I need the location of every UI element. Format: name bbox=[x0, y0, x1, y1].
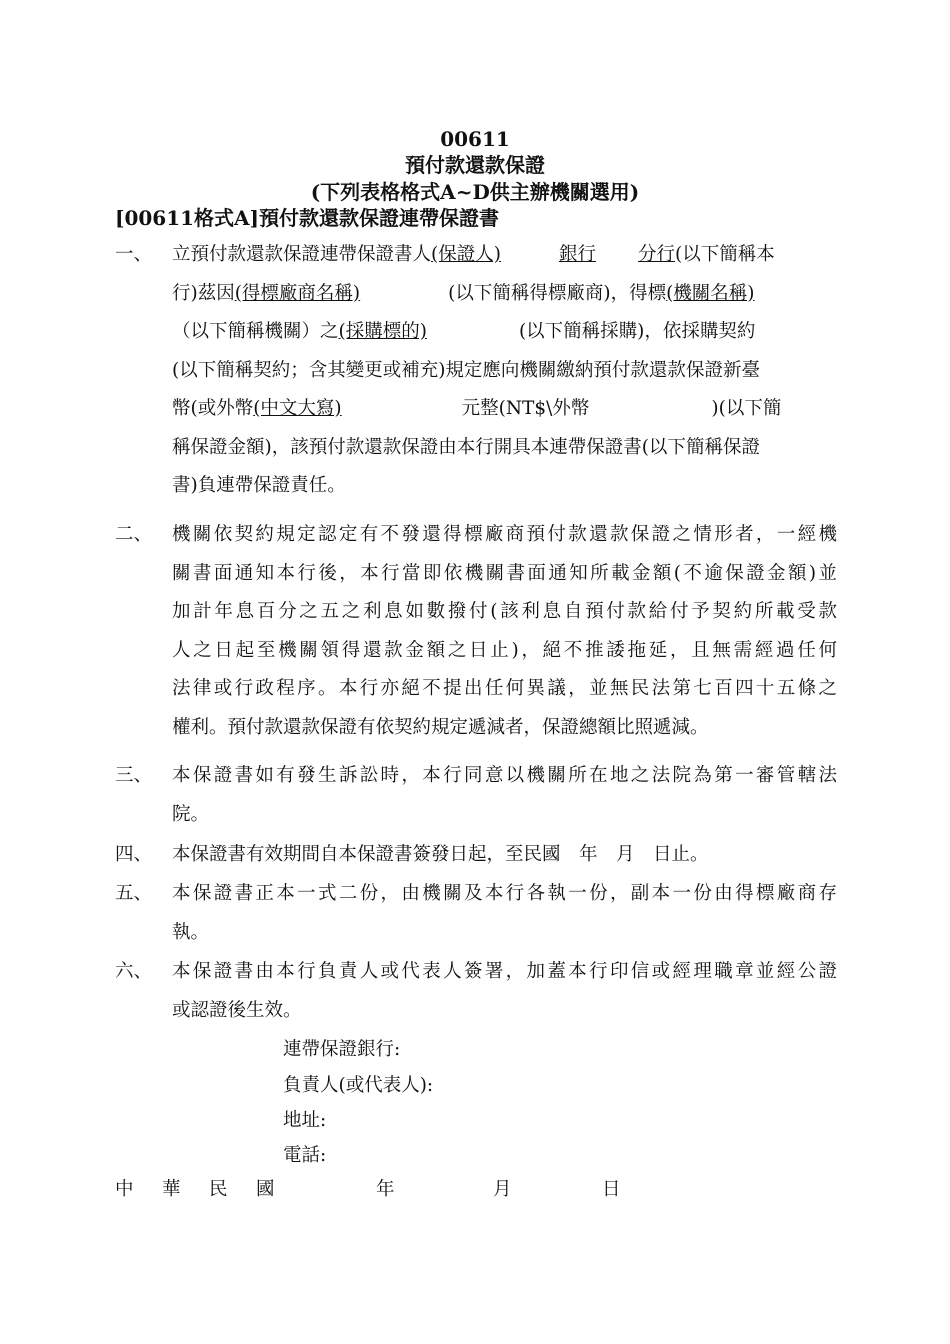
document-title: 預付款還款保證 bbox=[405, 153, 545, 177]
clause-line: 本保證書由本行負責人或代表人簽署，加蓋本行印信或經理職章並經公證 bbox=[172, 961, 837, 982]
contractor-field bbox=[235, 283, 438, 304]
date-line-char: 民 bbox=[209, 1179, 228, 1200]
clause-line: (以下簡稱契約；含其變更或補充)規定應向機關繳納預付款還款保證新臺 bbox=[172, 359, 760, 381]
date-month-label: 月 bbox=[493, 1179, 512, 1200]
text-run: （以下簡稱機關）之 bbox=[172, 321, 339, 342]
text-run: 立預付款還款保證連帶保證書人 bbox=[172, 244, 432, 265]
clause-line: 院。 bbox=[172, 803, 210, 825]
clause-line: 權利。預付款還款保證有依契約規定遞減者，保證總額比照遞減。 bbox=[172, 716, 709, 738]
text-run: 元整(NT$\外幣 bbox=[461, 398, 590, 419]
procurement-field bbox=[339, 321, 519, 342]
clause-number: 二、 bbox=[115, 524, 153, 545]
clause-line: 本保證書正本一式二份，由機關及本行各執一份，副本一份由得標廠商存 bbox=[172, 883, 837, 904]
signature-rep-label: 負責人(或代表人): bbox=[283, 1075, 434, 1096]
amount-figure-field bbox=[589, 398, 711, 419]
agency-placeholder: (機關名稱) bbox=[666, 282, 755, 304]
text-run: (以下簡稱得標廠商)，得標 bbox=[448, 282, 667, 304]
branch-placeholder: 分行 bbox=[637, 244, 675, 265]
form-heading: [00611格式A]預付款還款保證連帶保證書 bbox=[115, 206, 500, 230]
date-day-label: 日 bbox=[602, 1179, 621, 1200]
clause-line: 關書面通知本行後，本行當即依機關書面通知所載金額(不逾保證金額)並 bbox=[172, 562, 837, 584]
clause-line: 執。 bbox=[172, 921, 210, 943]
signature-address-label: 地址: bbox=[283, 1110, 327, 1131]
clause-number: 六、 bbox=[115, 961, 153, 982]
text-run: 幣(或外幣 bbox=[172, 398, 254, 419]
clause-number: 四、 bbox=[115, 844, 153, 865]
clause-line: 稱保證金額)，該預付款還款保證由本行開具本連帶保證書(以下簡稱保證 bbox=[172, 436, 760, 458]
clause-line bbox=[172, 390, 837, 429]
clause-line bbox=[172, 313, 837, 352]
text-run: (以下簡稱採購)，依採購契約 bbox=[518, 321, 756, 342]
clause-line bbox=[172, 275, 837, 314]
guarantor-field bbox=[431, 244, 675, 265]
signature-phone-label: 電話: bbox=[283, 1145, 327, 1166]
date-line-char: 中 bbox=[115, 1179, 134, 1200]
date-line-char: 華 bbox=[162, 1179, 181, 1200]
amount-words-field bbox=[253, 398, 461, 419]
signature-bank-label: 連帶保證銀行: bbox=[283, 1039, 401, 1060]
clause-line: 書)負連帶保證責任。 bbox=[172, 475, 346, 496]
document-subtitle: (下列表格格式A~D供主辦機關選用) bbox=[310, 180, 640, 204]
clause-line: 或認證後生效。 bbox=[172, 999, 302, 1021]
clause-line: 加計年息百分之五之利息如數撥付(該利息自預付款給付予契約所載受款 bbox=[172, 601, 837, 622]
clause-line bbox=[172, 236, 837, 275]
form-code: 00611 bbox=[440, 127, 510, 151]
text-run: )(以下簡 bbox=[711, 398, 782, 419]
clause-number: 三、 bbox=[115, 765, 153, 786]
clause-number: 一、 bbox=[115, 244, 153, 265]
procurement-placeholder: (採購標的) bbox=[338, 321, 427, 342]
clause-line: 法律或行政程序。本行亦絕不提出任何異議，並無民法第七百四十五條之 bbox=[172, 678, 837, 699]
text-run: 行)茲因 bbox=[172, 282, 235, 304]
clause-line: 本保證書有效期間自本保證書簽發日起，至民國 年 月 日止。 bbox=[172, 844, 709, 865]
bank-placeholder: 銀行 bbox=[558, 244, 596, 265]
amount-words-placeholder: (中文大寫) bbox=[253, 398, 342, 419]
clause-line: 本保證書如有發生訴訟時，本行同意以機關所在地之法院為第一審管轄法 bbox=[172, 765, 837, 786]
clause-line: 機關依契約規定認定有不發還得標廠商預付款還款保證之情形者，一經機 bbox=[172, 524, 837, 545]
date-line-char: 國 bbox=[256, 1179, 275, 1200]
guarantor-placeholder: (保證人) bbox=[431, 244, 501, 265]
clause-number: 五、 bbox=[115, 883, 153, 904]
date-year-label: 年 bbox=[376, 1179, 395, 1200]
contractor-placeholder: (得標廠商名稱) bbox=[234, 282, 361, 304]
text-run: (以下簡稱本 bbox=[674, 244, 775, 265]
clause-line: 人之日起至機關領得還款金額之日止)，絕不推諉拖延，且無需經過任何 bbox=[172, 639, 837, 661]
